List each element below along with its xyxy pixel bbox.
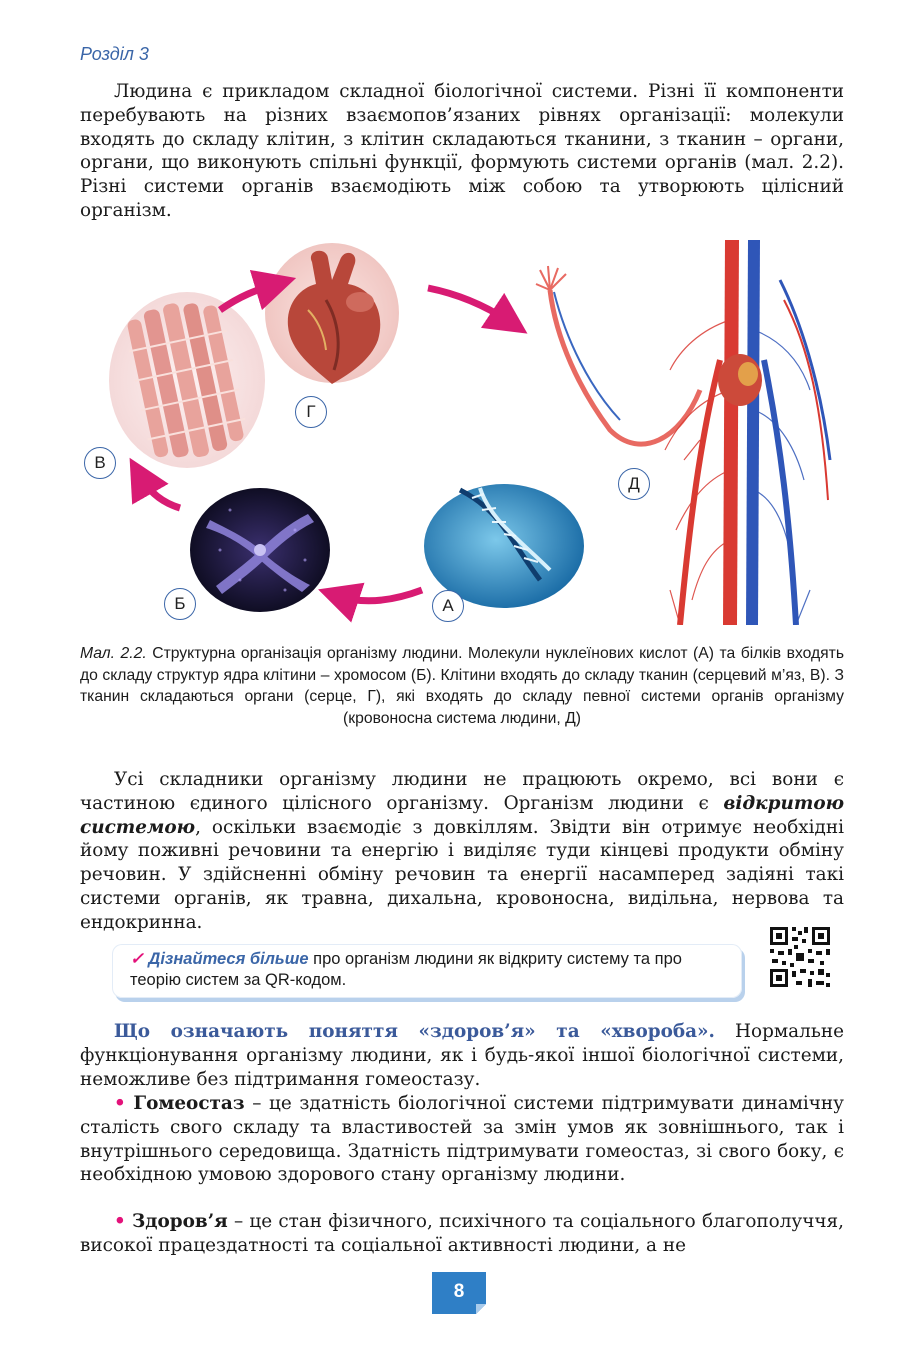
figure-illustration: [80, 240, 844, 625]
page-number-badge: [432, 1272, 486, 1318]
label-d: Д: [618, 468, 650, 500]
arrow-heart-to-system: [428, 288, 510, 322]
check-icon: ✓: [130, 950, 144, 968]
term-open-system: відкритою системою: [80, 792, 844, 838]
qr-code-icon[interactable]: [768, 925, 832, 989]
label-b: Б: [164, 588, 196, 620]
para3-text: Нормальне функціонування організму людини, як і будь-якої іншої біологічної системи, неможливе без підтримання гомеостазу.: [80, 1021, 844, 1090]
section-label: Розділ 3: [80, 44, 149, 64]
para2-text-1: Усі складники організму людини не працюють окремо, всі вони є частиною єдиного цілісного організму. Організм людини є: [80, 769, 844, 814]
bullet1-text: – це здатність біологічної системи підтримувати динамічну сталість свого складу та властивостей за змін умов як зовнішнього, так і внутрішнього середовища. Здатність підтримувати гомеостаз, зі свого боку, є необхідною умовою здорового стану організму людини.: [80, 1093, 844, 1186]
learn-more-title: Дізнайтеся більше: [148, 950, 309, 968]
bullet2-text: – це стан фізичного, психічного та соціального благополуччя, високої працездатності та соціальної активності людини, а не: [80, 1211, 844, 1256]
paragraph-health-disease: [80, 1020, 844, 1091]
term-homeostasis: Гомеостаз: [133, 1093, 245, 1114]
para2-text-2: , оскільки взаємодіє з довкіллям. Звідти він отримує необхідні йому поживні речовини та енергію і виділяє туди кінцеві продукти обміну речовин. У здійсненні обміну речовин та енергії насамперед задіяні такі системи органів, як травна, дихальна, кровоносна, видільна, нервова та ендокринна.: [80, 816, 844, 933]
bullet-marker: •: [114, 1093, 126, 1114]
term-health: Здоров’я: [132, 1211, 228, 1232]
paragraph-open-system: [80, 768, 844, 935]
figure-caption: [80, 643, 844, 729]
learn-more-text: про організм людини як відкриту систему та про теорію систем за QR-кодом.: [130, 950, 682, 989]
caption-lead: Мал. 2.2.: [80, 645, 147, 662]
label-v: В: [84, 447, 116, 479]
bullet-health: [80, 1210, 844, 1258]
circulatory-system-image: [536, 240, 830, 625]
bullet-marker: •: [114, 1211, 126, 1232]
learn-more-box: [112, 944, 742, 998]
bullet-homeostasis: [80, 1092, 844, 1187]
label-h: Г: [295, 396, 327, 428]
caption-text: Структурна організація організму людини. Молекули нуклеїнових кислот (А) та білків входять до складу структур ядра клітини – хромосом (Б). Клітини входять до складу тканин (серцевий м’яз, В). З тканин складаються органи (серце, Г), які входять до складу певної системи органів організму (кровоносна система людини, Д): [80, 645, 844, 727]
figure-organization-levels: [80, 240, 844, 625]
label-a: А: [432, 590, 464, 622]
arrow-chromosome-to-tissue: [140, 476, 180, 508]
subheading-health-disease: Що означають поняття «здоров’я» та «хвороба».: [114, 1021, 715, 1042]
page-number: 8: [453, 1281, 465, 1302]
arrow-dna-to-chromosome: [338, 590, 422, 601]
heart-image: [265, 243, 399, 384]
cardiac-tissue-image: [109, 292, 265, 468]
chromosome-image: [190, 488, 330, 612]
intro-paragraph: Людина є прикладом складної біологічної системи. Різні її компоненти перебувають на різних взаємопов’язаних рівнях організації: молекули входять до складу клітин, з клітин складаються тканини, з тканин – органи, органи, що виконують спільні функції, формують системи органів (мал. 2.2). Різні системи органів взаємодіють між собою та утворюють цілісний організм.: [80, 81, 844, 221]
